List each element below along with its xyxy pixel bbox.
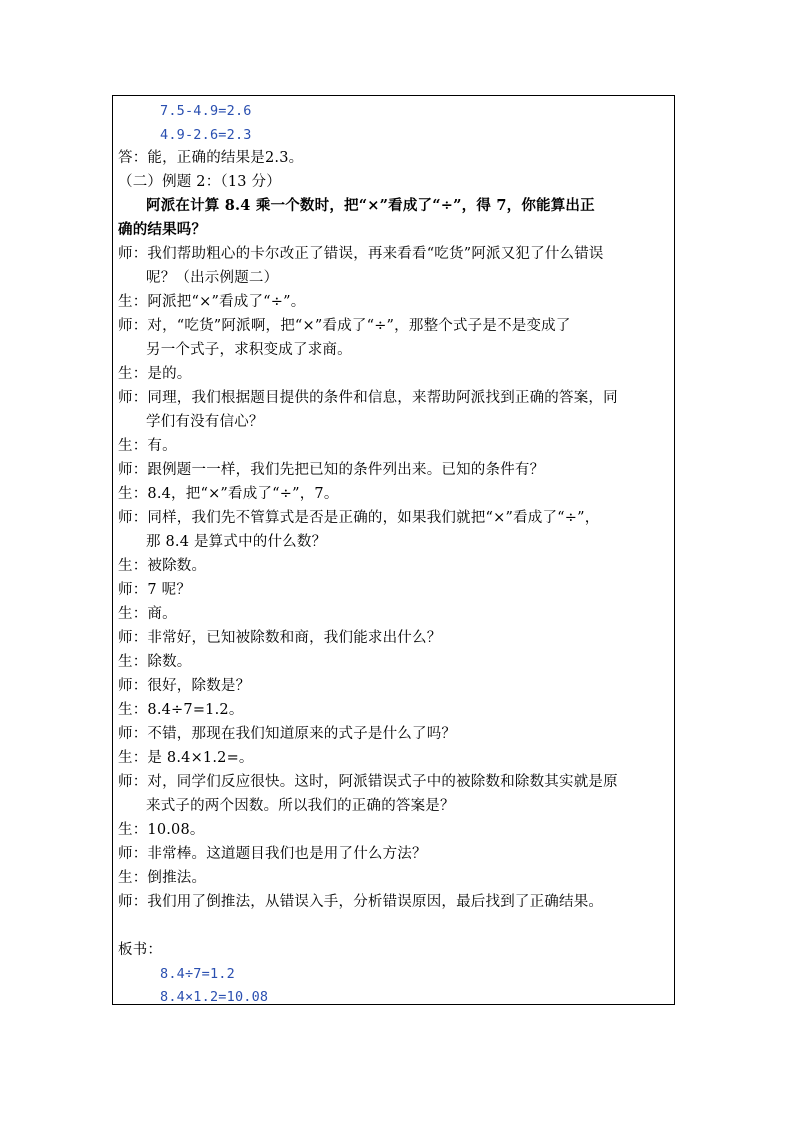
dialogue-line: 生：倒推法。	[118, 870, 207, 886]
dialogue-line: 师：跟例题一一样，我们先把已知的条件列出来。已知的条件有？	[118, 462, 545, 478]
dialogue-line: 师：非常好，已知被除数和商，我们能求出什么？	[118, 630, 442, 646]
board-label: 板书：	[118, 942, 163, 958]
dialogue-line: 生：8.4，把“×”看成了“÷”，7。	[118, 486, 339, 502]
dialogue-line: 师：非常棒。这道题目我们也是用了什么方法？	[118, 846, 427, 862]
equation-line: 4.9-2.6=2.3	[160, 127, 252, 143]
dialogue-line: 生：除数。	[118, 654, 192, 670]
dialogue-line: 生：商。	[118, 606, 177, 622]
dialogue-line: 生：阿派把“×”看成了“÷”。	[118, 294, 306, 310]
section-heading: （二）例题 2：（13 分）	[118, 174, 281, 190]
problem-text: 阿派在计算 8.4 乘一个数时，把“×”看成了“÷”，得 7，你能算出正	[146, 197, 595, 214]
dialogue-line: 师：同样，我们先不管算式是否是正确的，如果我们就把“×”看成了“÷”，	[118, 510, 600, 526]
dialogue-line: 师：我们用了倒推法，从错误入手，分析错误原因，最后找到了正确结果。	[118, 894, 604, 910]
dialogue-line: 师：不错，那现在我们知道原来的式子是什么了吗？	[118, 726, 457, 742]
dialogue-line: 生：8.4÷7=1.2。	[118, 702, 244, 718]
dialogue-line: 生：是 8.4×1.2=。	[118, 750, 254, 766]
dialogue-line: 生：10.08。	[118, 822, 205, 838]
dialogue-line: 师：7 呢？	[118, 582, 192, 598]
dialogue-line: 呢？（出示例题二）	[146, 270, 279, 286]
dialogue-line: 师：对，“吃货”阿派啊，把“×”看成了“÷”，那整个式子是不是变成了	[118, 318, 571, 334]
dialogue-line: 生：被除数。	[118, 558, 207, 574]
dialogue-line: 师：对，同学们反应很快。这时，阿派错误式子中的被除数和除数其实就是原	[118, 774, 618, 790]
equation-line: 7.5-4.9=2.6	[160, 103, 252, 119]
dialogue-line: 师：很好，除数是？	[118, 678, 251, 694]
problem-text: 确的结果吗？	[118, 221, 207, 238]
dialogue-line: 生：是的。	[118, 366, 192, 382]
dialogue-line: 另一个式子，求积变成了求商。	[146, 342, 352, 358]
dialogue-line: 师：我们帮助粗心的卡尔改正了错误，再来看看“吃货”阿派又犯了什么错误	[118, 246, 604, 262]
board-equation: 8.4×1.2=10.08	[160, 989, 269, 1005]
dialogue-line: 生：有。	[118, 438, 177, 454]
dialogue-line: 学们有没有信心？	[146, 414, 264, 430]
dialogue-line: 那 8.4 是算式中的什么数？	[146, 534, 327, 550]
dialogue-line: 来式子的两个因数。所以我们的正确的答案是？	[146, 798, 455, 814]
answer-line: 答：能，正确的结果是2.3。	[118, 150, 304, 166]
board-equation: 8.4÷7=1.2	[160, 966, 235, 982]
dialogue-line: 师：同理，我们根据题目提供的条件和信息，来帮助阿派找到正确的答案，同	[118, 390, 618, 406]
